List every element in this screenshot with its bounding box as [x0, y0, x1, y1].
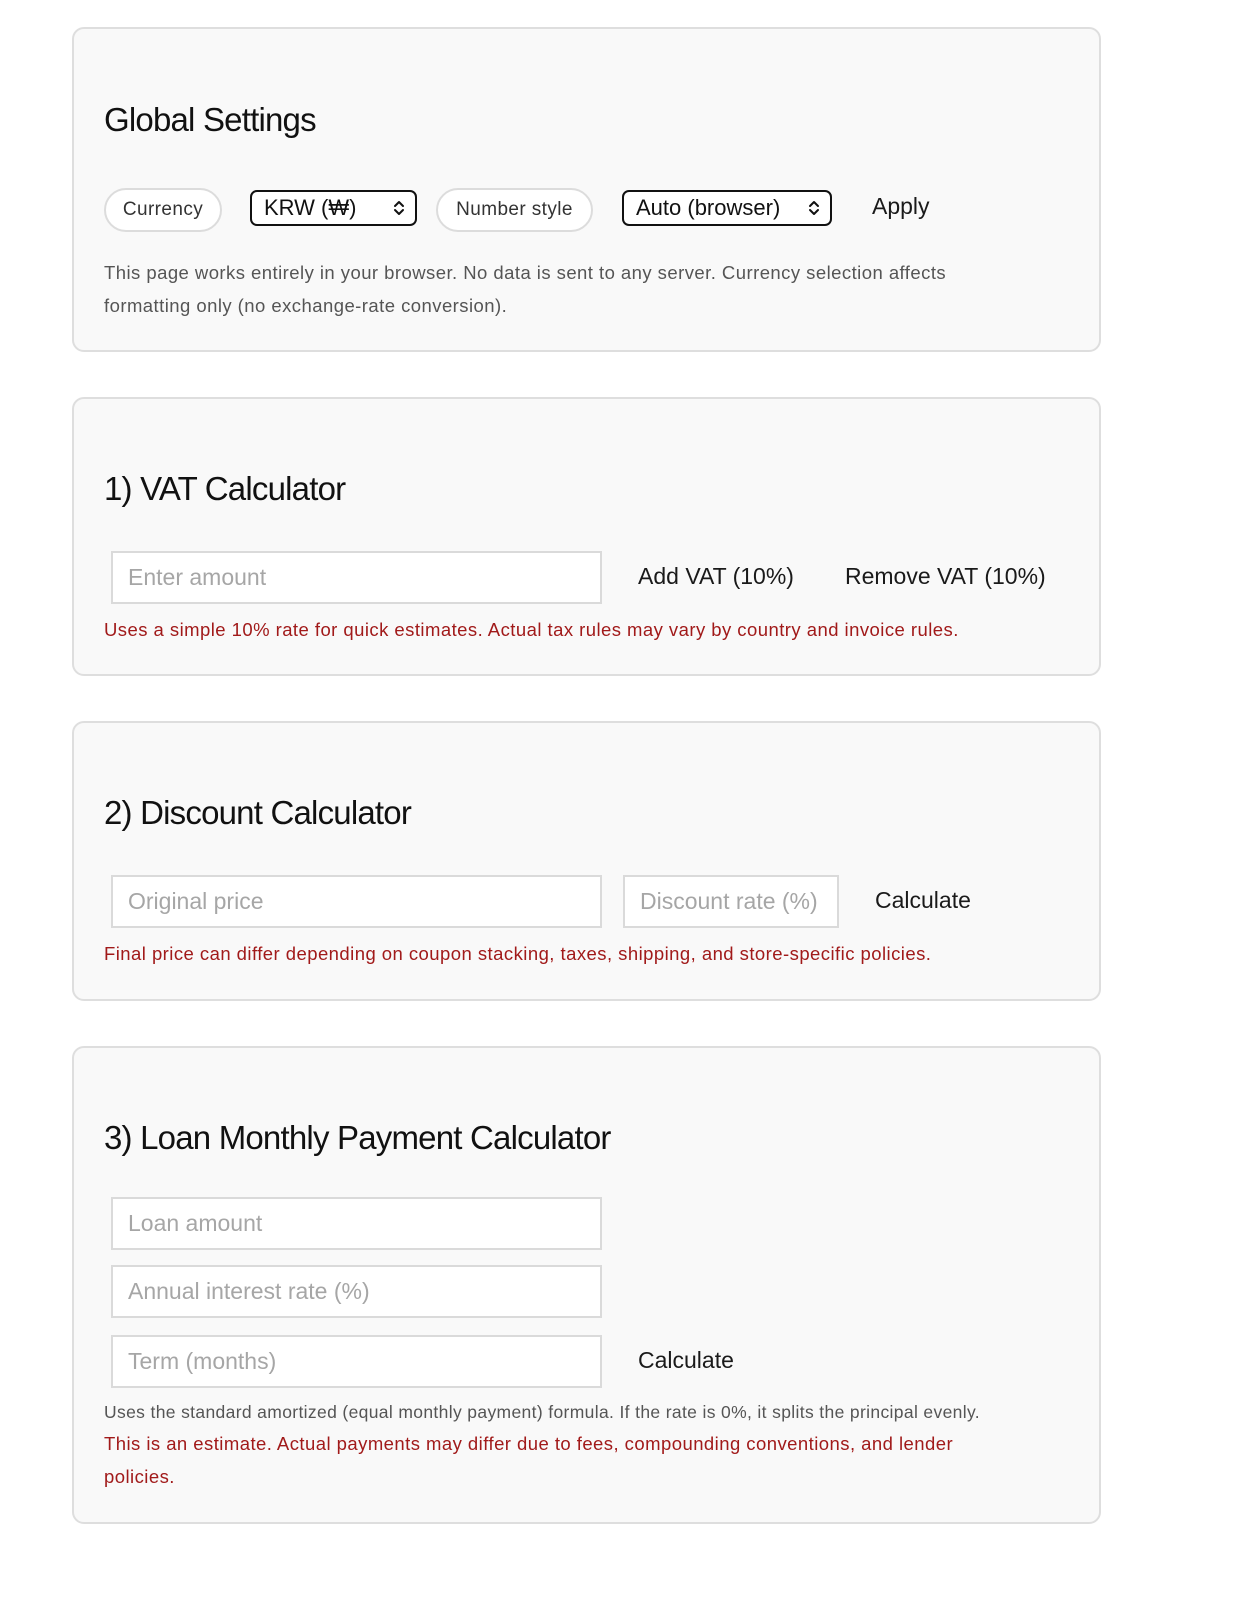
loan-amount-placeholder: Loan amount	[128, 1210, 263, 1236]
chevron-up-down-icon	[392, 198, 406, 218]
remove-vat-button[interactable]: Remove VAT (10%)	[845, 563, 1046, 589]
apply-button[interactable]: Apply	[872, 193, 930, 219]
annual-interest-rate-input[interactable]	[111, 1265, 602, 1318]
loan-disclaimer-line2: policies.	[104, 1466, 175, 1487]
discount-rate-placeholder: Discount rate (%)	[640, 888, 818, 914]
global-settings-card	[72, 27, 1101, 352]
loan-calculator-card	[72, 1046, 1101, 1524]
vat-amount-input[interactable]	[111, 551, 602, 604]
currency-label	[104, 188, 222, 232]
add-vat-button[interactable]: Add VAT (10%)	[638, 563, 794, 589]
vat-amount-placeholder: Enter amount	[128, 564, 267, 590]
loan-calculator-title: 3) Loan Monthly Payment Calculator	[104, 1119, 611, 1156]
loan-amount-input[interactable]	[111, 1197, 602, 1250]
loan-disclaimer-line1: This is an estimate. Actual payments may differ due to fees, compounding conventions, and lender	[104, 1433, 954, 1454]
currency-select-value: KRW (₩)	[264, 195, 357, 220]
discount-calculator-card	[72, 721, 1101, 1001]
original-price-placeholder: Original price	[128, 888, 264, 914]
privacy-note-line2: formatting only (no exchange-rate conversion).	[104, 295, 508, 316]
privacy-note-line1: This page works entirely in your browser. No data is sent to any server. Currency selection affects	[104, 262, 947, 283]
currency-label-text: Currency	[122, 199, 204, 220]
vat-calculator-card	[72, 397, 1101, 676]
currency-select[interactable]	[250, 190, 417, 226]
vat-disclaimer: Uses a simple 10% rate for quick estimates. Actual tax rules may vary by country and invoice rules.	[104, 619, 959, 640]
original-price-input[interactable]	[111, 875, 602, 928]
discount-calculate-button[interactable]: Calculate	[875, 887, 971, 913]
discount-disclaimer: Final price can differ depending on coupon stacking, taxes, shipping, and store-specific policies.	[104, 943, 932, 964]
global-settings-title: Global Settings	[104, 101, 316, 138]
discount-rate-input[interactable]	[623, 875, 839, 928]
loan-calculate-button[interactable]: Calculate	[638, 1347, 734, 1373]
number-style-select-value: Auto (browser)	[636, 195, 781, 220]
number-style-select[interactable]	[622, 190, 832, 226]
vat-calculator-title: 1) VAT Calculator	[104, 470, 346, 507]
discount-calculator-title: 2) Discount Calculator	[104, 794, 412, 831]
annual-interest-rate-placeholder: Annual interest rate (%)	[128, 1278, 370, 1304]
term-months-placeholder: Term (months)	[128, 1348, 277, 1374]
loan-formula-note: Uses the standard amortized (equal monthly payment) formula. If the rate is 0%, it splits the principal evenly.	[104, 1402, 980, 1422]
number-style-label-text: Number style	[456, 199, 573, 220]
number-style-label	[436, 188, 593, 232]
chevron-up-down-icon	[807, 198, 821, 218]
term-months-input[interactable]	[111, 1335, 602, 1388]
